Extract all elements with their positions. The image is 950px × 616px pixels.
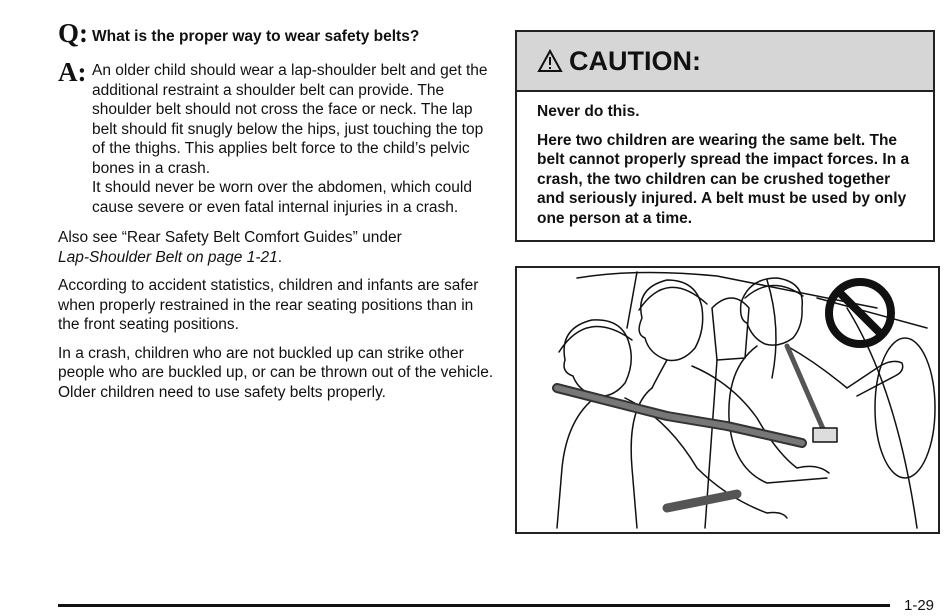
caution-box (515, 30, 935, 242)
two-children-one-belt-illustration (515, 266, 940, 534)
see-also-prefix: Also see “Rear Safety Belt Comfort Guides” under (58, 229, 402, 246)
answer-mark-label: A: (58, 57, 87, 87)
see-also-paragraph (58, 228, 498, 267)
left-column (58, 18, 498, 402)
question-text: What is the proper way to wear safety belts? (92, 28, 420, 45)
question-mark-label: Q: (58, 18, 88, 48)
statistics-paragraph: According to accident statistics, children and infants are safer when properly restrained in the rear seating positions than in the front seating positions. (58, 277, 479, 333)
caution-line-2: Here two children are wearing the same belt. The belt cannot properly spread the impact forces. In a crash, the two children can be crushed together and seriously injured. A belt must be used by only one person at a time. (537, 131, 910, 227)
warning-triangle-icon (537, 49, 563, 73)
answer-row (58, 57, 498, 217)
prohibition-icon (823, 276, 897, 350)
see-also-reference: Lap-Shoulder Belt on page 1-21 (58, 248, 278, 266)
page-number: 1-29 (904, 597, 935, 614)
caution-header (517, 32, 933, 92)
crash-paragraph: In a crash, children who are not buckled up can strike other people who are buckled up, or can be thrown out of the vehicle. Older children need to use safety belts properly. (58, 344, 494, 401)
footer-rule (58, 604, 890, 607)
see-also-suffix: . (277, 248, 283, 266)
answer-text-2: It should never be worn over the abdomen, which could cause severe or even fatal internal injuries in a crash. (92, 179, 472, 216)
caution-title: CAUTION: (569, 45, 701, 76)
question-row (58, 18, 498, 48)
caution-line-1: Never do this. (537, 103, 640, 120)
answer-text-1: An older child should wear a lap-shoulder belt and get the additional restraint a shoulder belt can provide. The shoulder belt should not cross the face or neck. The lap belt should fit snugly below the hips, just touching the top of the thighs. This applies belt force to the child’s pelvic bones in a crash. (92, 62, 488, 177)
caution-body (517, 92, 933, 228)
